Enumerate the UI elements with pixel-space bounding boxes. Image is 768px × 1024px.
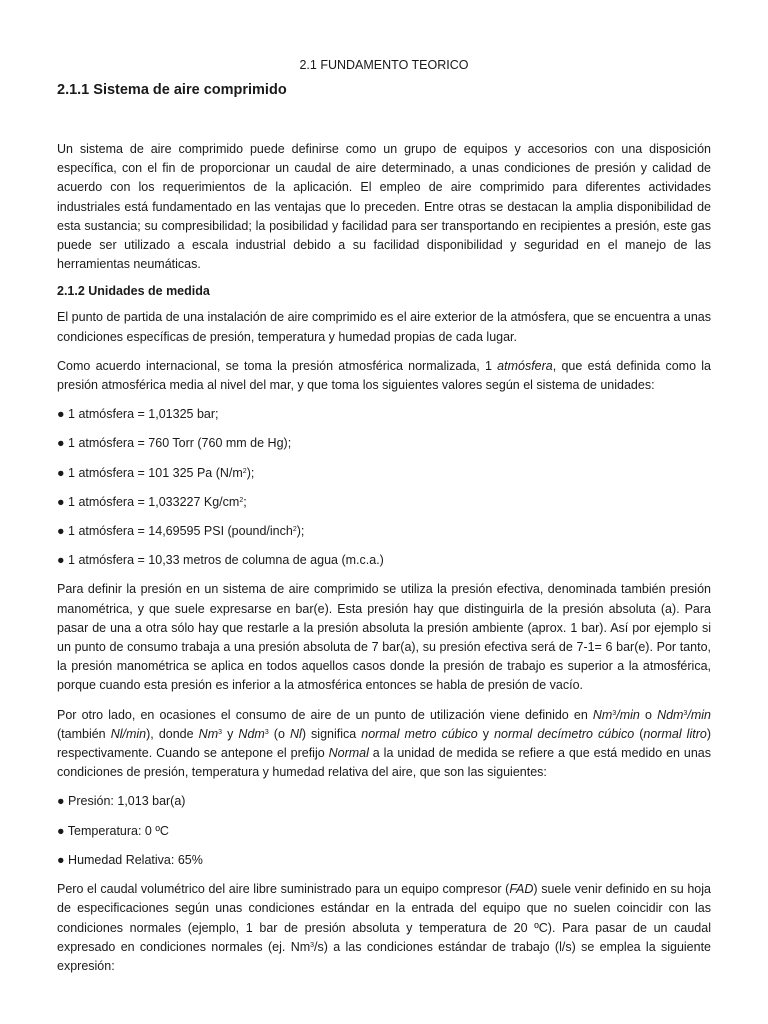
- bullet-icon: ●: [57, 436, 65, 451]
- unit-list-item: ● 1 atmósfera = 101 325 Pa $(N/m^2)$;: [57, 465, 255, 480]
- intro-paragraph: Un sistema de aire comprimido puede definirse como un grupo de equipos y accesorios con una disposición específica, con el fin de proporcionar un caudal de aire determinado, a unas condiciones de presión y calidad de acuerdo con los requerimientos de la aplicación. El empleo de aire comprimido para diferentes actividades industriales está fundamentado en las ventajas que lo preceden. Entre otras se destacan la amplia disponibilidad de esta sustancia; su compresibilidad; la posibilidad y facilidad para ser transportando en recipientes a presión, este gas puede ser utilizado a escala industrial debido a su facilidad disponibilidad y seguridad en el manejo de las herramientas neumáticas.: [57, 142, 711, 272]
- paragraph-presion-efectiva: Para definir la presión en un sistema de aire comprimido se utiliza la presión efectiva, denominada también presión manométrica, y que suele expresarse en bar(e). Esta presión hay que distinguirla de la presión absoluta (a). Para pasar de una a otra sólo hay que restarle a la presión absoluta la presión ambiente (aprox. 1 bar). Así por ejemplo si un punto de consumo trabaja a una presión absoluta de 7 bar(a), su presión efectiva será de 7-1= 6 bar(e). Por tanto, la presión manométrica se aplica en todos aquellos casos donde la presión de trabajo es superior a la atmosférica, porque cuando esta presión es inferior a la atmosférica entonces se habla de presión de vacío.: [57, 582, 711, 693]
- paragraph-fad: Pero el caudal volumétrico del aire libre suministrado para un equipo compresor (FAD) suele venir definido en su hoja de especificaciones según unas condiciones estándar en la entrada del equipo que no suelen coincidir con las condiciones normales (ejemplo, 1 bar de presión absoluta y temperatura de 20 ºC). Para pasar de un caudal expresado en condiciones normales (ej. Nm$^3$/s) a las condiciones estándar de trabajo (l/s) se emplea la siguiente expresión:: [57, 882, 712, 973]
- chapter-header: 2.1 FUNDAMENTO TEORICO: [299, 58, 469, 72]
- unit-list-item: ● 1 atmósfera = 10,33 metros de columna de agua (m.c.a.): [57, 553, 384, 568]
- unit-list-item: ● 1 atmósfera = 1,033227 $Kg/cm^2$;: [57, 494, 247, 509]
- section-title: 2.1.1 Sistema de aire comprimido: [57, 82, 287, 98]
- paragraph-punto-partida: El punto de partida de una instalación de aire comprimido es el aire exterior de la atmósfera, que se encuentra a unas condiciones específicas de presión, temperatura y humedad propias de cada lugar.: [57, 310, 711, 344]
- bullet-icon: ●: [57, 494, 65, 509]
- paragraph-acuerdo: Como acuerdo internacional, se toma la presión atmosférica normalizada, 1 atmósfera, que está definida como la presión atmosférica media al nivel del mar, y que toma los siguientes valores según el sistema de unidades:: [57, 358, 712, 393]
- bullet-icon: ●: [57, 407, 65, 422]
- bullet-icon: ●: [57, 465, 65, 480]
- condition-list-item: ● Humedad Relativa: 65%: [57, 852, 203, 867]
- bullet-icon: ●: [57, 794, 65, 809]
- unit-list-item: ● 1 atmósfera = 760 Torr (760 mm de Hg);: [57, 436, 292, 451]
- subsection-title: 2.1.2 Unidades de medida: [57, 284, 210, 299]
- bullet-icon: ●: [57, 524, 65, 539]
- unit-list-item: ● 1 atmósfera = 14,69595 PSI (pound/inch$^2$);: [57, 524, 305, 539]
- condition-list-item: ● Presión: 1,013 bar(a): [57, 794, 186, 809]
- bullet-icon: ●: [57, 823, 65, 838]
- bullet-icon: ●: [57, 553, 65, 568]
- paragraph-normal: Por otro lado, en ocasiones el consumo de aire de un punto de utilización viene definido en Nm$^3$/min o Ndm$^3$/min (también Nl/min), donde Nm$^3$ y Ndm$^3$ (o Nl) significa normal metro cúbico y normal decímetro cúbico (normal litro) respectivamente. Cuando se antepone el prefijo Normal a la unidad de medida se refiere a que está medido en unas condiciones de presión, temperatura y humedad relativa del aire, que son las siguientes:: [57, 707, 712, 780]
- bullet-icon: ●: [57, 852, 65, 867]
- unit-list-item: ● 1 atmósfera = 1,01325 bar;: [57, 407, 219, 422]
- condition-list-item: ● Temperatura: 0 ºC: [57, 823, 169, 838]
